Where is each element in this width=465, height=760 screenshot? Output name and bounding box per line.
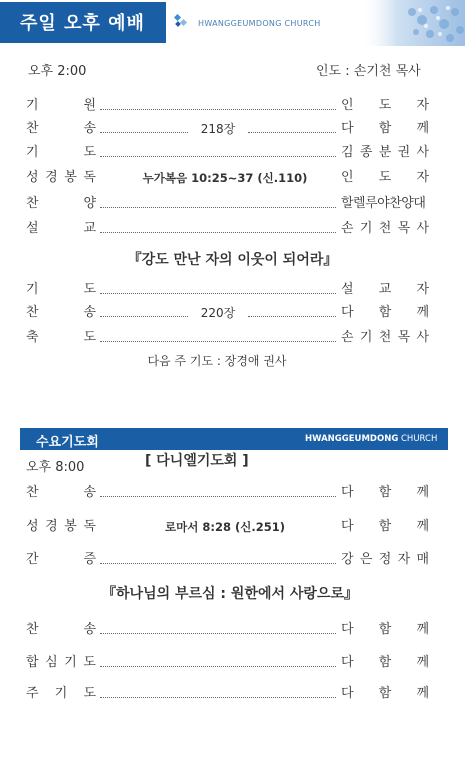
order-label: 기 원 [26, 98, 96, 113]
order-person: 설 교 자 [341, 282, 429, 297]
order-person: 손 기 천 목 사 [341, 330, 429, 345]
order-detail: 누가복음 10:25~37 (신.110) [142, 171, 308, 185]
section-title-wednesday: 수요기도회 [36, 435, 99, 450]
order-detail: 218장 [200, 122, 236, 136]
church-logo-icon [174, 14, 188, 28]
church-name-wednesday [305, 434, 437, 444]
church-name-light: CHURCH [398, 434, 438, 444]
order-label: 성 경 봉 독 [26, 519, 96, 534]
order-label: 간 증 [26, 552, 96, 567]
order-person: 다 함 께 [341, 622, 429, 637]
order-label: 찬 양 [26, 196, 96, 211]
service-time: 오후 2:00 [28, 64, 87, 79]
order-person: 인 도 자 [341, 98, 429, 113]
leader-dots [248, 132, 336, 133]
wednesday-sermon-title: 『하나님의 부르심 : 원한에서 사랑으로』 [102, 586, 358, 602]
leader-dots [100, 697, 336, 698]
order-person: 인 도 자 [341, 170, 429, 185]
order-label: 설 교 [26, 221, 96, 236]
order-person: 강 은 정 자 매 [341, 552, 429, 567]
order-person: 다 함 께 [341, 121, 429, 136]
hydrangea-decoration [360, 0, 465, 46]
leader-dots [248, 316, 336, 317]
order-label: 주 기 도 [26, 686, 96, 701]
leader-dots [100, 207, 336, 208]
order-label: 성 경 봉 독 [26, 170, 96, 185]
order-person: 손 기 천 목 사 [341, 221, 429, 236]
leader-info: 인도 : 손기천 목사 [316, 64, 421, 79]
order-label: 기 도 [26, 145, 96, 160]
wednesday-subtitle: [ 다니엘기도회 ] [145, 453, 249, 469]
section-title: 주일 오후 예배 [20, 13, 145, 34]
wednesday-time: 오후 8:00 [26, 460, 85, 475]
order-detail: 로마서 8:28 (신.251) [165, 520, 285, 534]
order-label: 합 심 기 도 [26, 655, 96, 670]
leader-dots [100, 316, 188, 317]
order-person: 다 함 께 [341, 686, 429, 701]
order-person: 다 함 께 [341, 305, 429, 320]
order-person: 다 함 께 [341, 655, 429, 670]
order-person: 다 함 께 [341, 485, 429, 500]
order-detail: 220장 [200, 306, 236, 320]
leader-dots [100, 341, 336, 342]
leader-dots [100, 156, 336, 157]
order-label: 기 도 [26, 282, 96, 297]
leader-dots [100, 666, 336, 667]
leader-dots [100, 293, 336, 294]
order-person: 다 함 께 [341, 519, 429, 534]
leader-dots [100, 109, 336, 110]
order-label: 축 도 [26, 330, 96, 345]
order-person: 김 종 분 권 사 [341, 145, 429, 160]
order-label: 찬 송 [26, 485, 96, 500]
leader-dots [100, 563, 336, 564]
next-week-prayer: 다음 주 기도 : 장경애 권사 [147, 354, 287, 368]
leader-dots [100, 633, 336, 634]
order-person: 할렐루야찬양대 [341, 196, 426, 211]
order-label: 찬 송 [26, 305, 96, 320]
leader-dots [100, 232, 336, 233]
church-name: HWANGGEUMDONG CHURCH [198, 19, 321, 28]
sermon-title: 『강도 만난 자의 이웃이 되어라』 [127, 252, 338, 268]
church-name-bold: HWANGGEUMDONG [305, 434, 399, 444]
leader-dots [100, 496, 336, 497]
leader-dots [100, 132, 188, 133]
order-label: 찬 송 [26, 622, 96, 637]
order-label: 찬 송 [26, 121, 96, 136]
header-afternoon [0, 0, 465, 46]
